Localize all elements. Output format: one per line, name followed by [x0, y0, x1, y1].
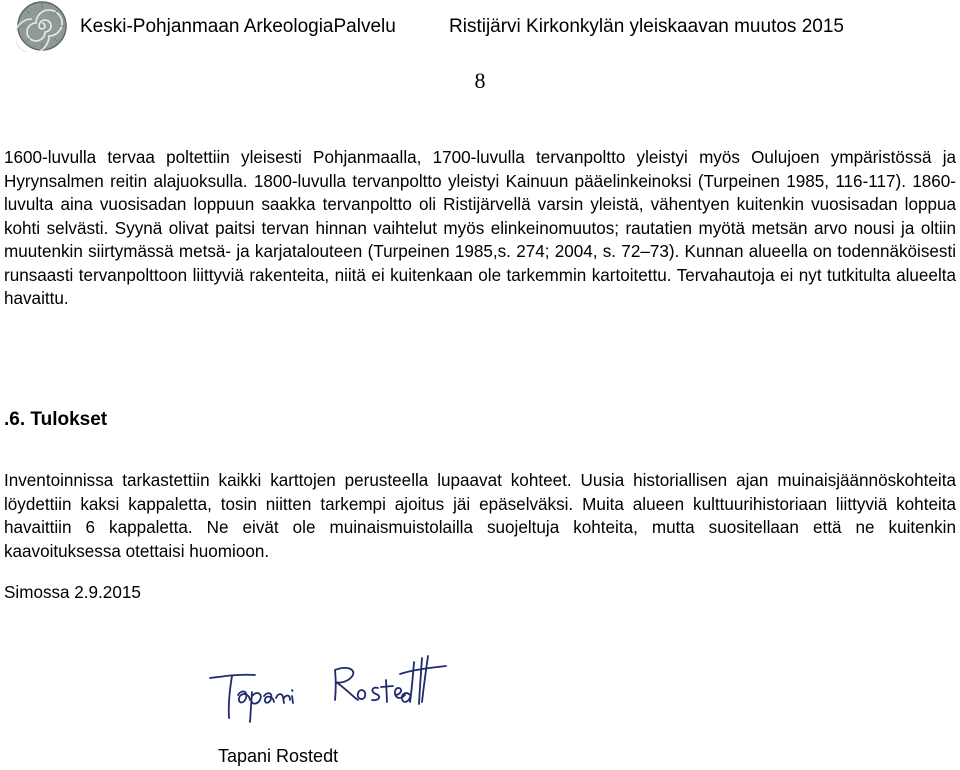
signer-name: Tapani Rostedt: [218, 746, 339, 766]
body-paragraph-1: 1600-luvulla tervaa poltettiin yleisesti Pohjanmaalla, 1700-luvulla tervanpoltto yleistyi myös Oulujoen ympäristössä ja Hyrynsalmen reitin alajuoksulla. 1800-luvulla tervanpoltto yleistyi Kainuun pääelinkeinoksi (Turpeinen 1985, 116-117). 1860-luvulta aina vuosisadan loppuun saakka tervanpoltto oli Ristijärvellä varsin yleistä, vähentyen kuitenkin vuosisadan loppua kohti selvästi. Syynä olivat paitsi tervan hinnan vaihtelut myös elinkeinomuutos; rautatien myötä metsän arvo nousi ja oltiin muutenkin siirtymässä metsä- ja karjatalouteen (Turpeinen 1985,s. 274; 2004, s. 72–73). Kunnan alueella on todennäköisesti runsaasti tervanpolttoon liittyviä rakenteita, niitä ei kuitenkaan ole tarkemmin kartoitettu. Tervahautoja ei nyt tutkitulta alueelta havaittu.: [4, 148, 956, 308]
section-heading: .6. Tulokset: [4, 409, 108, 430]
place-date: Simossa 2.9.2015: [4, 583, 141, 602]
header-organization: Keski-Pohjanmaan ArkeologiaPalvelu: [80, 16, 396, 37]
ammonite-logo-icon: [16, 0, 68, 52]
header-year: 2015: [801, 16, 844, 37]
header-project-title: [449, 16, 844, 38]
handwritten-signature: [200, 640, 450, 735]
body-paragraph-2: Inventoinnissa tarkastettiin kaikki karttojen perusteella lupaavat kohteet. Uusia historiallisen ajan muinaisjäännöskohteita löydettiin kaksi kappaletta, tosin niitten tarkempi ajoitus jäi epäselväksi. Muita alueen kulttuurihistoriaan liittyviä kohteita havaittiin 6 kappaletta. Ne eivät ole muinaismuistolailla suojeltuja kohteita, mutta suositellaan että ne kuitenkin kaavoituksessa otettaisi huomioon.: [4, 471, 956, 561]
header-project-name: Ristijärvi Kirkonkylän yleiskaavan muutos: [449, 16, 797, 37]
page-number: 8: [474, 68, 486, 93]
